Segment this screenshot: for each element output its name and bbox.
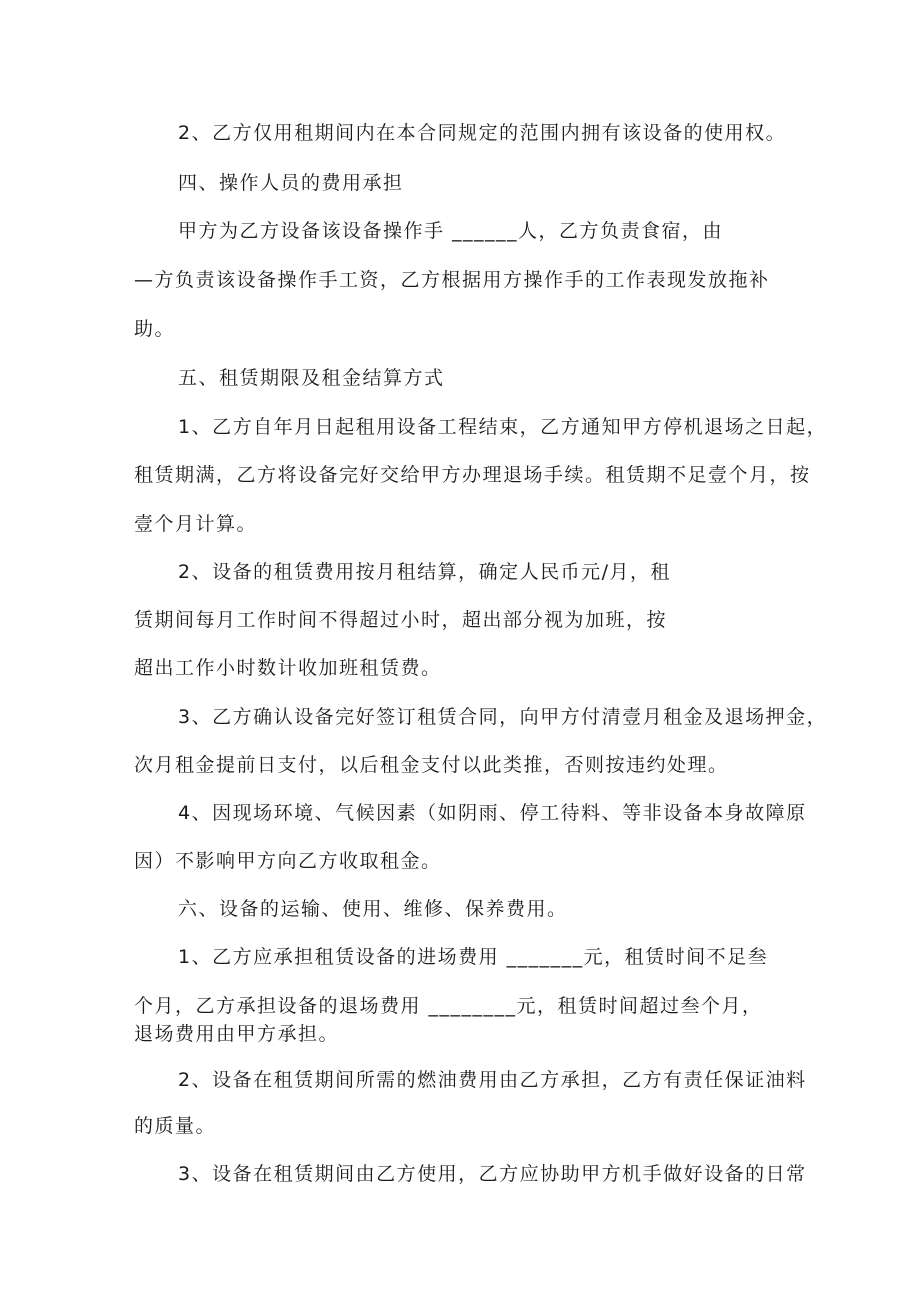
paragraph-line: —方负责该设备操作手工资，乙方根据用方操作手的工作表现发放拖补 (134, 269, 770, 291)
paragraph-line: 个月，乙方承担设备的退场费用 ________元，租赁时间超过叁个月， (134, 995, 763, 1017)
paragraph-line: 租赁期满，乙方将设备完好交给甲方办理退场手续。租赁期不足壹个月，按 (134, 464, 811, 486)
paragraph-line: 超出工作小时数计收加班租赁费。 (134, 657, 442, 679)
paragraph-line: 2、乙方仅用租期间内在本合同规定的范围内拥有该设备的使用权。 (178, 122, 787, 144)
paragraph-line: 次月租金提前日支付，以后租金支付以此类推，否则按违约处理。 (134, 754, 729, 776)
paragraph-line: 壹个月计算。 (134, 513, 258, 535)
paragraph-line: 1、乙方应承担租赁设备的进场费用 _______元，租赁时间不足叁 (178, 946, 769, 968)
paragraph-line: 2、设备的租赁费用按月租结算，确定人民币元/月，租 (178, 561, 671, 583)
paragraph-line: 甲方为乙方设备该设备操作手 ______人，乙方负责食宿，由 (178, 220, 724, 242)
paragraph-line: 赁期间每月工作时间不得超过小时，超出部分视为加班，按 (134, 609, 668, 631)
section-heading: 六、设备的运输、使用、维修、保养费用。 (178, 898, 568, 920)
paragraph-line: 助。 (134, 318, 176, 340)
paragraph-line: 的质量。 (134, 1115, 217, 1137)
paragraph-line: 退场费用由甲方承担。 (134, 1023, 340, 1045)
paragraph-line: 4、因现场环境、气候因素（如阴雨、停工待料、等非设备本身故障原 (178, 802, 807, 824)
section-heading: 四、操作人员的费用承担 (178, 172, 404, 194)
section-heading: 五、租赁期限及租金结算方式 (178, 367, 445, 389)
paragraph-line: 3、乙方确认设备完好签订租赁合同，向甲方付清壹月租金及退场押金， (178, 706, 828, 728)
paragraph-line: 1、乙方自年月日起租用设备工程结束，乙方通知甲方停机退场之日起， (178, 416, 828, 438)
paragraph-line: 因）不影响甲方向乙方收取租金。 (134, 850, 442, 872)
paragraph-line: 2、设备在租赁期间所需的燃油费用由乙方承担，乙方有责任保证油料 (178, 1069, 807, 1091)
paragraph-line: 3、设备在租赁期间由乙方使用，乙方应协助甲方机手做好设备的日常 (178, 1163, 807, 1185)
